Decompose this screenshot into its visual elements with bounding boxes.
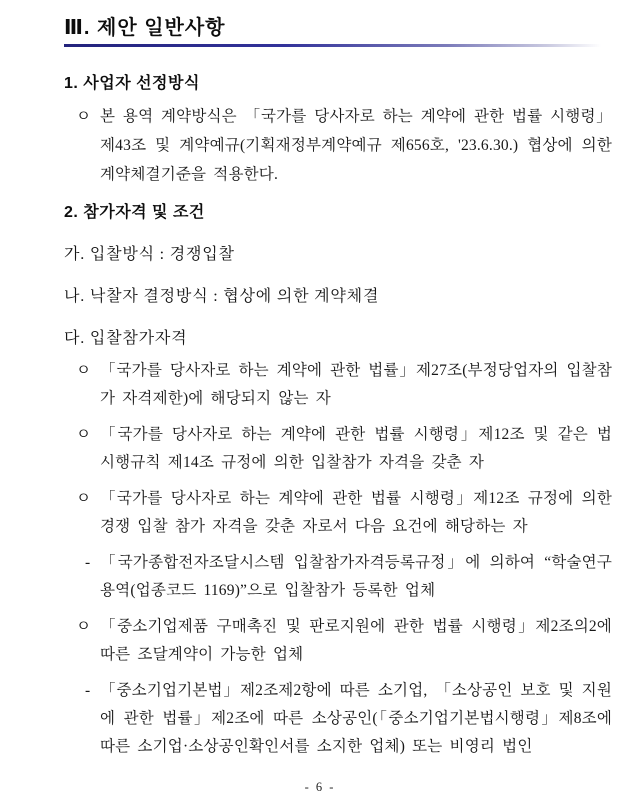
subitem-eligibility: 다. 입찰참가자격 — [64, 330, 188, 347]
dash-marker: - — [85, 682, 91, 699]
list-item — [64, 102, 612, 189]
page-title: Ⅲ. 제안 일반사항 — [64, 17, 226, 39]
section-2-heading: 2. 참가자격 및 조건 — [64, 204, 205, 221]
eligibility-list — [64, 357, 612, 761]
bullet-text: 본 용역 계약방식은 「국가를 당사자로 하는 계약에 관한 법률 시행령」제43조 및 계약예규(기획재정부계약예규 제656호, '23.6.30.) 협상에 의한 계약체결기준을 적용한다. — [100, 108, 612, 183]
list-item — [64, 613, 612, 669]
list-item — [64, 485, 612, 541]
bullet-text: 「국가를 당사자로 하는 계약에 관한 법률 시행령」제12조 및 같은 법 시행규칙 제14조 규정에 의한 입찰참가 자격을 갖춘 자 — [100, 426, 612, 471]
bullet-marker: ㅇ — [76, 108, 92, 125]
subitem-award-method: 나. 낙찰자 결정방식 : 협상에 의한 계약체결 — [64, 288, 380, 305]
bullet-marker: ㅇ — [76, 618, 92, 635]
dash-marker: - — [85, 554, 91, 571]
title-underline — [64, 44, 612, 47]
bullet-text: 「중소기업제품 구매촉진 및 판로지원에 관한 법률 시행령」제2조의2에 따른 조달계약이 가능한 업체 — [100, 618, 612, 663]
bullet-marker: ㅇ — [76, 490, 92, 507]
list-item — [64, 357, 612, 413]
list-item — [64, 677, 612, 761]
section-qualification — [64, 203, 612, 761]
bullet-marker: ㅇ — [76, 362, 92, 379]
section-1-heading: 1. 사업자 선정방식 — [64, 75, 200, 92]
bullet-text: 「국가종합전자조달시스템 입찰참가자격등록규정」에 의하여 “학술연구용역(업종코드 1169)”으로 입찰참가 등록한 업체 — [100, 554, 612, 599]
bullet-marker: ㅇ — [76, 426, 92, 443]
bullet-text: 「중소기업기본법」제2조제2항에 따른 소기업, 「소상공인 보호 및 지원에 관한 법률」제2조에 따른 소상공인(「중소기업기본법시행령」제8조에 따른 소기업·소상공인확인서를 소지한 업체) 또는 비영리 법인 — [100, 682, 612, 755]
list-item — [64, 549, 612, 605]
list-item — [64, 421, 612, 477]
bullet-text: 「국가를 당사자로 하는 계약에 관한 법률 시행령」제12조 규정에 의한 경쟁 입찰 참가 자격을 갖춘 자로서 다음 요건에 해당하는 자 — [100, 490, 612, 535]
section-selection-method — [64, 74, 612, 189]
bullet-text: 「국가를 당사자로 하는 계약에 관한 법률」제27조(부정당업자의 입찰참가 자격제한)에 해당되지 않는 자 — [100, 362, 612, 407]
subitem-bid-method: 가. 입찰방식 : 경쟁입찰 — [64, 246, 235, 263]
page-number: - 6 - — [304, 780, 336, 794]
